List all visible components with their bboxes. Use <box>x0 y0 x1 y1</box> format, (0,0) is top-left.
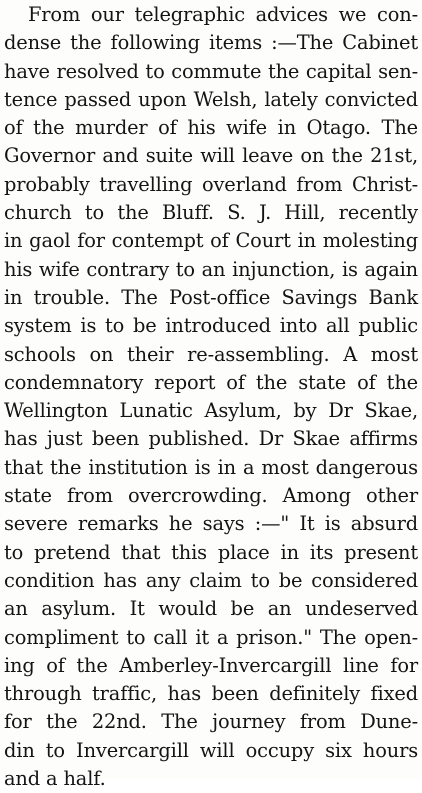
text-line: dense the following items :—The Cabinet <box>4 31 418 55</box>
text-line: schools on their re-assembling. A most <box>4 342 418 366</box>
text-line: and a half. <box>4 767 106 791</box>
text-line: probably travelling overland from Christ- <box>4 172 418 196</box>
text-line: to pretend that this place in its present <box>4 540 418 564</box>
text-line: through traffic, has been definitely fixed <box>4 682 418 706</box>
text-line: have resolved to commute the capital sen- <box>4 59 418 83</box>
text-line: state from overcrowding. Among other <box>4 484 418 508</box>
text-line: an asylum. It would be an undeserved <box>4 597 418 621</box>
text-line: for the 22nd. The journey from Dune- <box>4 710 418 734</box>
text-line: of the murder of his wife in Otago. The <box>4 116 418 140</box>
text-line: system is to be introduced into all public <box>4 314 418 338</box>
text-line: condition has any claim to be considered <box>4 568 418 592</box>
text-line: that the institution is in a most dangerous <box>4 455 418 479</box>
text-line: has just been published. Dr Skae affirms <box>4 427 418 451</box>
article-paragraph <box>4 1 418 793</box>
text-line: ing of the Amberley-Invercargill line for <box>4 653 418 677</box>
text-line: condemnatory report of the state of the <box>4 370 418 394</box>
text-line: severe remarks he says :—" It is absurd <box>4 512 418 536</box>
text-line: From our telegraphic advices we con- <box>28 3 418 26</box>
text-line: Governor and suite will leave on the 21st, <box>4 144 418 168</box>
text-line: in trouble. The Post-office Savings Bank <box>4 285 418 309</box>
text-line: compliment to call it a prison." The open- <box>4 625 418 649</box>
text-line: in gaol for contempt of Court in molesting <box>4 229 418 253</box>
text-line: din to Invercargill will occupy six hours <box>4 738 418 762</box>
text-line: church to the Bluff. S. J. Hill, recently <box>4 201 418 225</box>
text-line: his wife contrary to an injunction, is again <box>4 257 418 281</box>
text-line: tence passed upon Welsh, lately convicted <box>4 87 418 111</box>
text-line: Wellington Lunatic Asylum, by Dr Skae, <box>4 399 418 423</box>
